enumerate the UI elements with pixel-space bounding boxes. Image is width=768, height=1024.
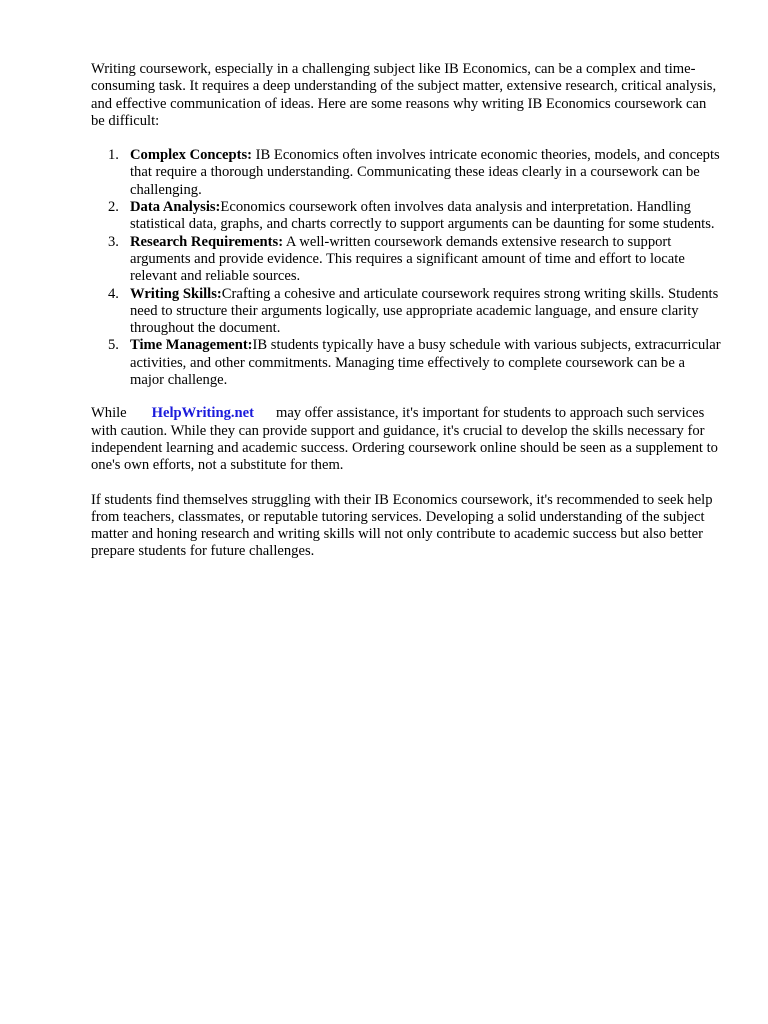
helpwriting-link[interactable]: HelpWriting.net — [151, 405, 254, 422]
list-item-text: Crafting a cohesive and articulate coursework requires strong writing skills. Students need to structure their arguments logically, use appropriate academic language, and ensure clarity throughout the document. — [130, 285, 719, 337]
list-item-term: Complex Concepts: — [130, 147, 253, 164]
list-item-number: 3. — [108, 233, 119, 250]
list-item-term: Research Requirements: — [130, 233, 284, 250]
disclaimer-paragraph — [91, 405, 721, 474]
list-item — [91, 286, 721, 338]
list-item — [91, 199, 721, 234]
intro-paragraph: Writing coursework, especially in a challenging subject like IB Economics, can be a complex and time-consuming task. It requires a deep understanding of the subject matter, extensive research, critical analysis, and effective communication of ideas. Here are some reasons why writing IB Economics coursework can be difficult: — [91, 61, 717, 129]
list-item-term: Data Analysis: — [130, 199, 221, 216]
list-item-text: A well-written coursework demands extensive research to support arguments and provide evidence. This requires a significant amount of time and effort to locate relevant and reliable sources. — [130, 233, 685, 285]
list-item-number: 4. — [108, 285, 119, 302]
list-item-text: Economics coursework often involves data analysis and interpretation. Handling statistical data, graphs, and charts correctly to support arguments can be daunting for some students. — [130, 199, 715, 233]
list-item-term: Time Management: — [130, 337, 253, 354]
conclusion-paragraph: If students find themselves struggling with their IB Economics coursework, it's recommended to seek help from teachers, classmates, or reputable tutoring services. Developing a solid understanding of the subject matter and honing research and writing skills will not only contribute to academic success but also better prepare students for future challenges. — [91, 491, 713, 560]
list-item-text: IB Economics often involves intricate economic theories, models, and concepts that require a thorough understanding. Communicating these ideas clearly in a coursework can be challenging. — [130, 147, 720, 198]
list-item-text: IB students typically have a busy schedule with various subjects, extracurricular activities, and other commitments. Managing time effectively to complete coursework can be a major challenge. — [130, 337, 721, 389]
disclaimer-rest: may offer assistance, it's important for students to approach such services with caution. While they can provide support and guidance, it's crucial to develop the skills necessary for independent learning and academic success. Ordering coursework online should be seen as a supplement to one's own efforts, not a substitute for them. — [91, 405, 718, 474]
list-item — [91, 337, 721, 389]
document-page — [91, 61, 721, 561]
list-item-number: 5. — [108, 337, 119, 354]
list-item-number: 1. — [108, 147, 119, 164]
list-item — [91, 147, 721, 199]
list-item-number: 2. — [108, 199, 119, 216]
list-item — [91, 234, 721, 286]
reasons-list — [91, 147, 721, 389]
disclaimer-lead: While — [91, 405, 127, 422]
list-item-term: Writing Skills: — [130, 285, 222, 302]
